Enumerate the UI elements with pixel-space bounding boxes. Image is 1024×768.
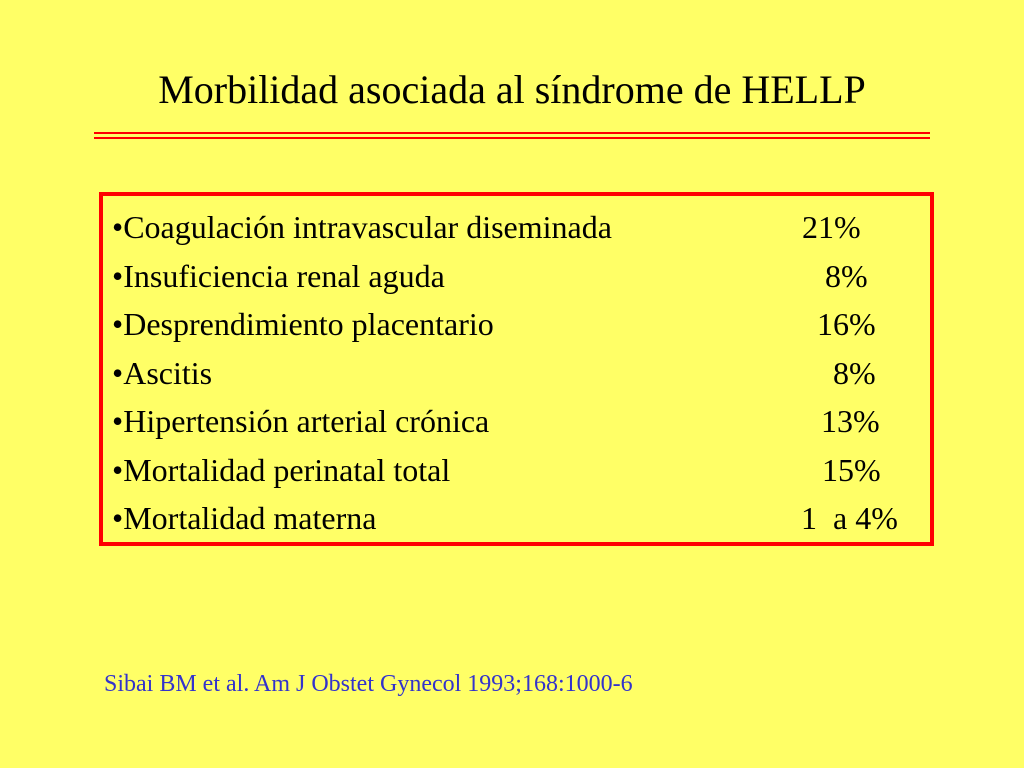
item-value: 8% <box>833 354 876 391</box>
list-item <box>112 494 928 543</box>
item-label: •Insuficiencia renal aguda <box>112 257 445 294</box>
item-label: •Mortalidad perinatal total <box>112 451 451 488</box>
slide-title: Morbilidad asociada al síndrome de HELLP <box>158 67 866 112</box>
title-underline-bottom <box>94 137 930 139</box>
title-underline-top <box>94 132 930 134</box>
item-value: 16% <box>817 306 876 342</box>
item-value: 15% <box>822 451 881 488</box>
list-item <box>112 349 928 398</box>
item-value: 1 a 4% <box>801 500 898 536</box>
morbidity-list <box>112 203 928 543</box>
item-label: •Hipertensión arterial crónica <box>112 403 490 439</box>
list-item <box>112 397 928 446</box>
item-value: 13% <box>821 403 880 439</box>
list-item <box>112 203 928 252</box>
item-label: •Desprendimiento placentario <box>112 306 494 342</box>
item-value: 21% <box>802 209 861 245</box>
citation-reference: Sibai BM et al. Am J Obstet Gynecol 1993;168:1000-6 <box>104 671 633 697</box>
list-item <box>112 300 928 349</box>
item-label: •Ascitis <box>112 354 213 391</box>
item-value: 8% <box>825 257 868 294</box>
list-item <box>112 252 928 301</box>
item-label: •Coagulación intravascular diseminada <box>112 209 612 245</box>
item-label: •Mortalidad materna <box>112 500 377 536</box>
list-item <box>112 446 928 495</box>
